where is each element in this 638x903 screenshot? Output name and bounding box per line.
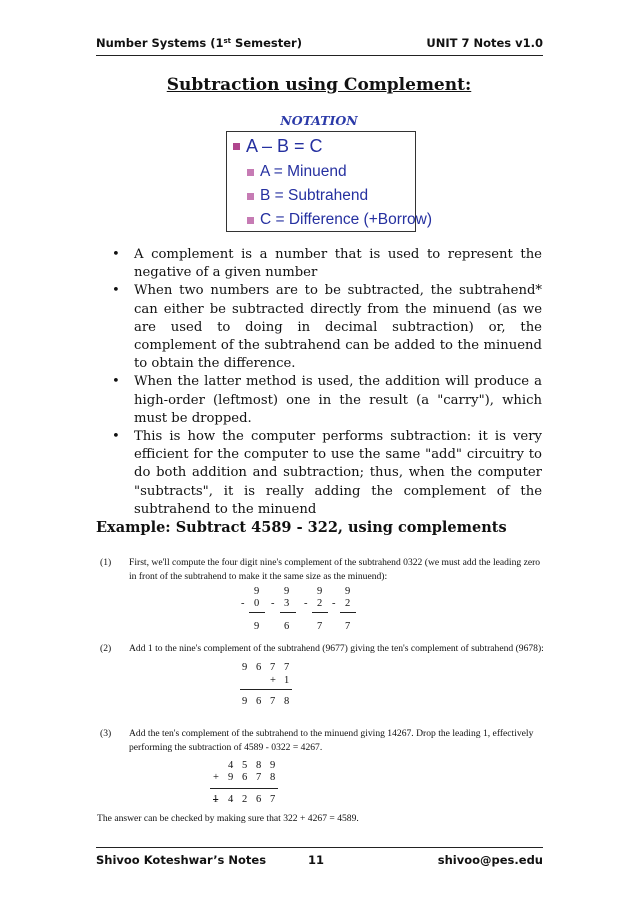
notation-box bbox=[226, 131, 432, 232]
page-header bbox=[96, 36, 543, 54]
footer-author: Shivoo Koteshwar’s Notes bbox=[96, 853, 267, 867]
footer-rule bbox=[96, 847, 543, 848]
bullet-square-icon bbox=[247, 193, 254, 200]
notation-main: A – B = C bbox=[233, 136, 323, 157]
header-unit: UNIT 7 Notes v1.0 bbox=[426, 36, 543, 50]
header-rule bbox=[96, 55, 543, 56]
bullet-dot-icon: • bbox=[112, 429, 120, 445]
bullet-item: • This is how the computer performs subtraction: it is very efficient for the computer to use the same "add" circuitry to do both addition and subtraction; thus, when the computer "subtracts", it is really adding the complement of the subtrahend to the minuend bbox=[112, 429, 542, 517]
check-note: The answer can be checked by making sure that 322 + 4267 = 4589. bbox=[97, 813, 359, 824]
section-title: Subtraction using Complement: bbox=[166, 75, 472, 95]
document-page: Number Systems (1st Semester) UNIT 7 Notes v1.0 Subtraction using Complement: NOTATION A – B = C A = Minuend B = Subtrahend C = Difference (+Borrow) • A complement is a number that is used to represent the negative of a given number • When two numbers are to be subtracted, the subtrahend* can either be subtracted directly from the minuend (as we are used to doing in decimal subtraction) or, the complement of the subtrahend can be added to the minuend to obtain the difference. • When the latter method is used, the addition will produce a high-order (leftmost) one in the result (a "carry"), which must be dropped. • This is how the computer performs subtraction: it is very efficient for the computer to use the same "add" circuitry to do both addition and subtraction; thus, when the computer "subtracts", it is really adding the complement of the subtrahend to the minuend Example: Subtract 4589 - 322, using complements (1) First, we'll compute the four digit nine's complement of the subtrahend 0322 (we must add the leading zero in front of the subtrahend to make it the same size as the minuend): 9 9 9 9 - 0 - 3 - 2 - 2 9 6 7 7 (2) Add 1 to the nine's complement of the subtrahend (9677) giving the ten's complement of subtrahend (9678): 9 6 7 7 + 1 9 6 7 8 (3) Add the ten's complement of the subtrahend to the minuend giving 14267. Drop the leading 1, effectively performing the subtraction of 4589 - 0322 = 4267. 4 5 8 9 + 9 6 7 8 1 4 2 6 7 The answer can be checked by making sure that 322 + 4267 = 4589. Shivoo Koteshwar’s Notes 11 shivoo@pes.edu bbox=[0, 0, 638, 903]
example-title: Example: Subtract 4589 - 322, using complements bbox=[96, 519, 507, 536]
header-course: Number Systems (1st Semester) bbox=[96, 36, 302, 50]
footer-email[interactable]: shivoo@pes.edu bbox=[437, 853, 543, 867]
bullet-list bbox=[112, 246, 542, 519]
notation-item: B = Subtrahend bbox=[247, 187, 368, 205]
bullet-dot-icon: • bbox=[112, 247, 120, 262]
bullet-item: • When the latter method is used, the addition will produce a high-order (leftmost) one in the result (a "carry"), which must be dropped. bbox=[112, 374, 542, 426]
notation-label: NOTATION bbox=[280, 113, 358, 128]
bullet-square-icon bbox=[233, 143, 240, 150]
bullet-square-icon bbox=[247, 169, 254, 176]
notation-item: A = Minuend bbox=[247, 163, 347, 181]
bullet-dot-icon: • bbox=[112, 283, 120, 299]
bullet-dot-icon: • bbox=[112, 374, 120, 390]
page-number: 11 bbox=[308, 853, 325, 867]
page-footer bbox=[96, 853, 543, 871]
bullet-square-icon bbox=[247, 217, 254, 224]
notation-item: C = Difference (+Borrow) bbox=[247, 211, 432, 229]
bullet-item: • When two numbers are to be subtracted, the subtrahend* can either be subtracted directly from the minuend (as we are used to doing in decimal subtraction) or, the complement of the subtrahend can be added to the minuend to obtain the difference. bbox=[112, 283, 542, 372]
dropped-carry: 1 bbox=[213, 794, 219, 805]
bullet-item: • A complement is a number that is used to represent the negative of a given number bbox=[112, 247, 542, 281]
